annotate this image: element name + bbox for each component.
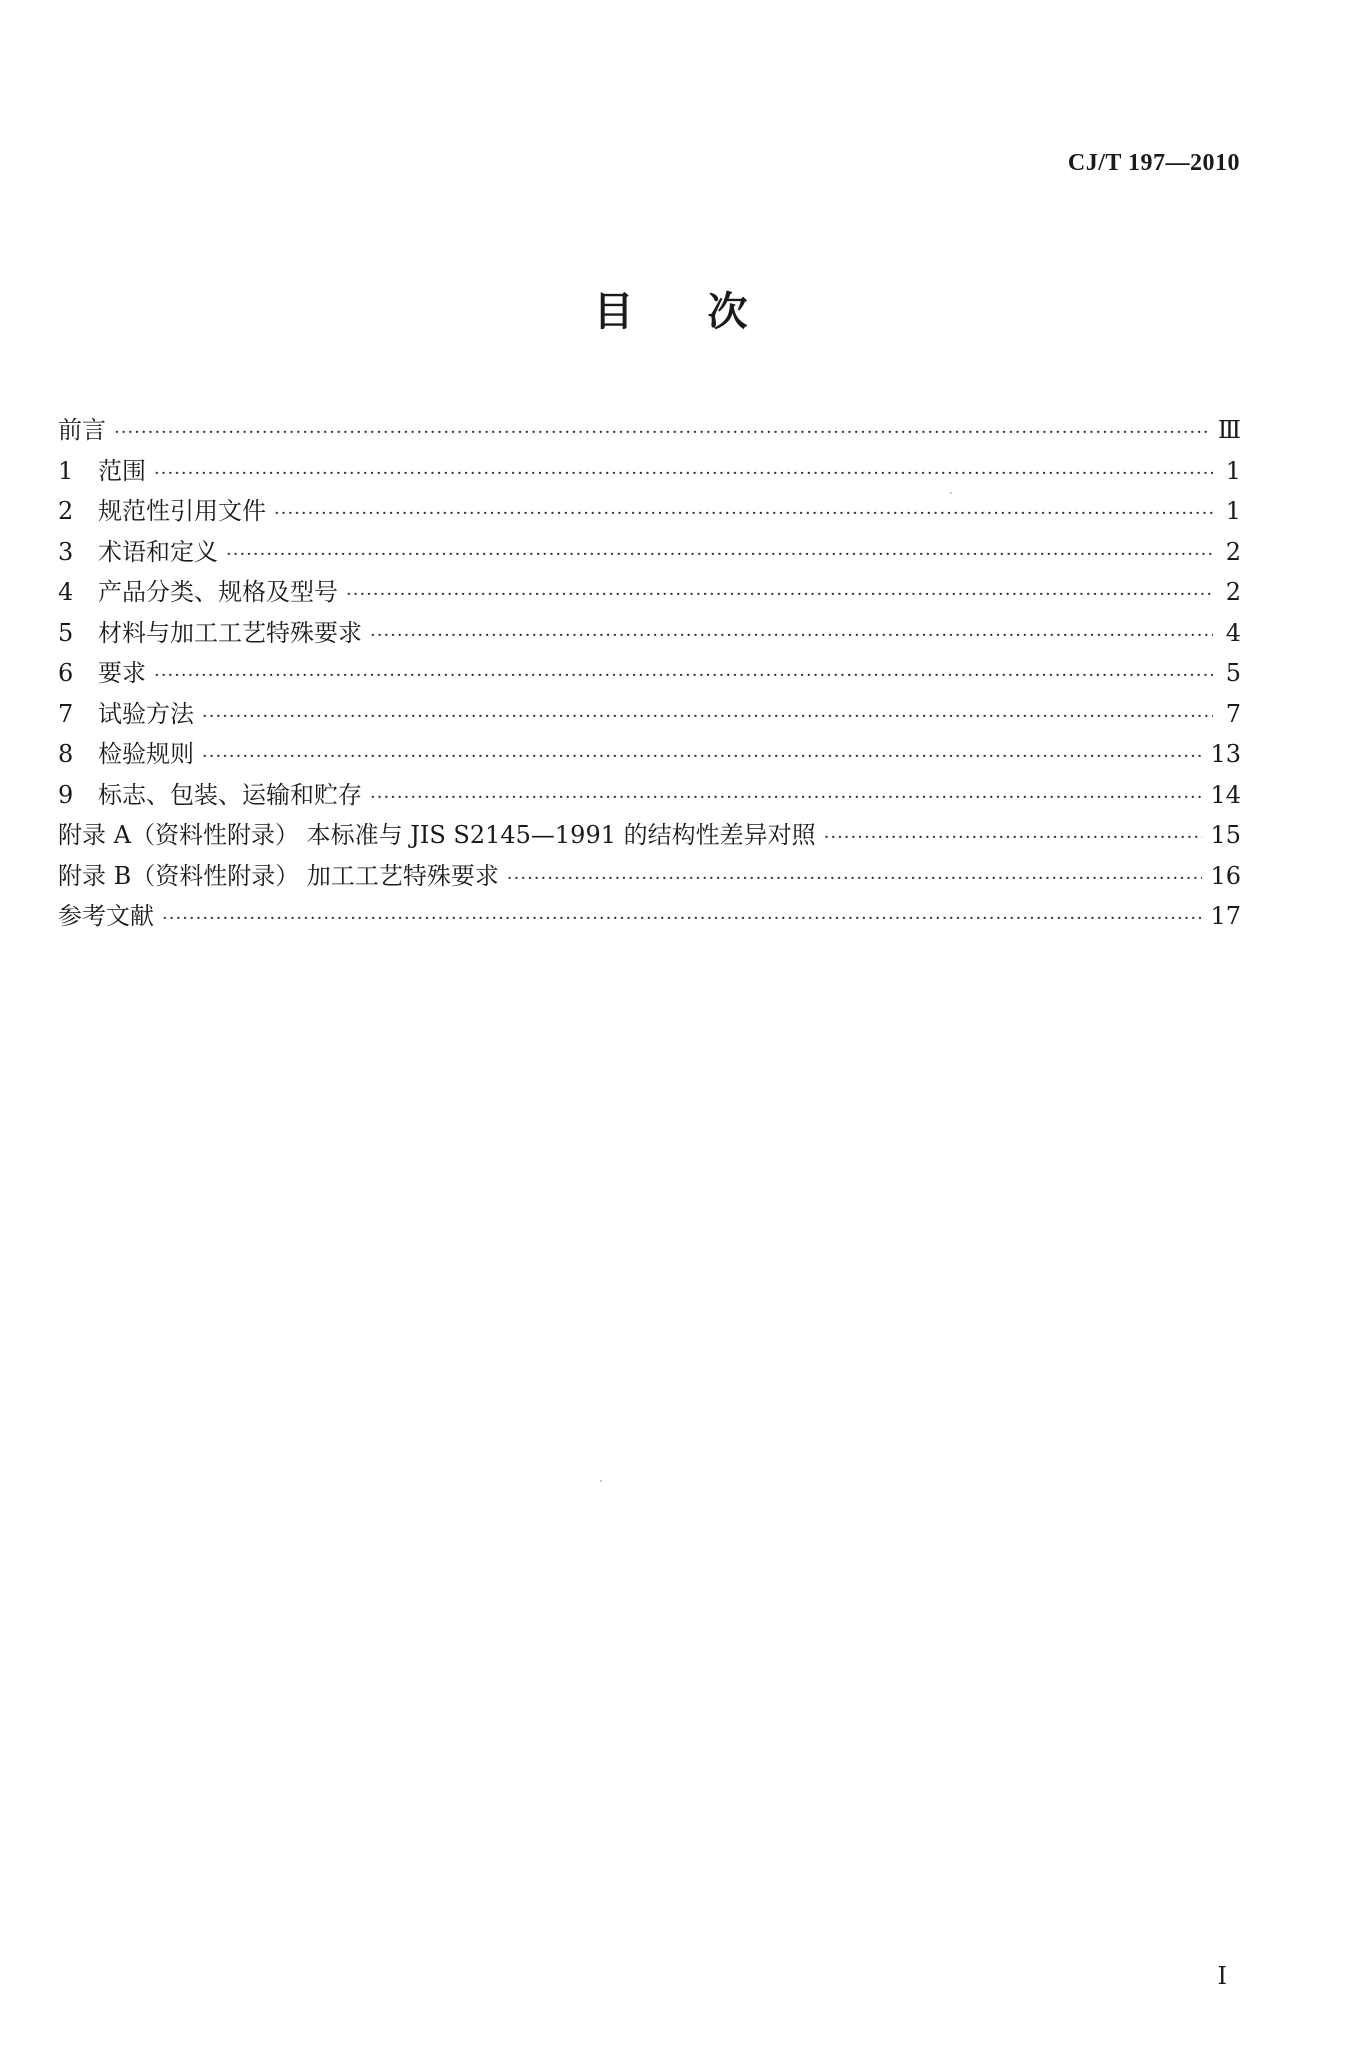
toc-entry-page: 4 [1225,618,1241,647]
toc-entry-label: 术语和定义 [98,537,218,566]
toc-entry-page: 1 [1225,497,1241,525]
toc-entry-number: 6 [58,659,74,687]
toc-entry-page: 16 [1210,861,1241,890]
toc-entry-foreword[interactable] [58,410,1241,451]
toc-entry-4[interactable] [58,572,1241,613]
toc-entry-label: 产品分类、规格及型号 [98,578,338,606]
toc-leader-dots [370,616,1213,657]
page-title-part2: 次 [707,289,752,335]
toc-entry-label: 检验规则 [98,740,194,768]
toc-entry-page: 7 [1225,699,1241,728]
toc-entry-label: 附录 A（资料性附录） 本标准与 JIS S2145—1991 的结构性差异对照 [58,821,816,849]
toc-entry-9[interactable] [58,775,1241,816]
toc-entry-page: Ⅲ [1217,416,1241,444]
toc-entry-3[interactable] [58,532,1241,573]
toc-leader-dots [346,575,1213,616]
toc-entry-8[interactable] [58,734,1241,775]
toc-entry-label: 标志、包装、运输和贮存 [98,780,362,809]
toc-entry-page: 5 [1225,659,1241,687]
toc-entry-label: 参考文献 [58,902,154,930]
toc-entry-label: 附录 B（资料性附录） 加工工艺特殊要求 [58,861,499,890]
scan-speck [600,1480,602,1482]
toc-entry-appendix-a[interactable] [58,815,1241,856]
toc-leader-dots [370,778,1202,819]
toc-entry-5[interactable] [58,613,1241,654]
toc-entry-page: 17 [1210,902,1241,930]
toc-entry-bibliography[interactable] [58,896,1241,937]
toc-entry-number: 4 [58,578,74,606]
toc-entry-label: 前言 [58,416,106,444]
toc-entry-number: 3 [58,537,74,566]
toc-entry-2[interactable] [58,491,1241,532]
toc-leader-dots [154,656,1213,697]
toc-entry-label: 范围 [98,456,146,485]
toc-entry-label: 要求 [98,659,146,687]
toc-entry-appendix-b[interactable] [58,856,1241,897]
toc-entry-page: 2 [1225,537,1241,566]
toc-entry-number: 9 [58,780,74,809]
table-of-contents [58,410,1241,937]
page-title-part1: 目 [593,289,638,335]
toc-leader-dots [202,697,1213,738]
page-title [0,280,1345,337]
toc-leader-dots [274,494,1213,535]
toc-entry-page: 13 [1210,740,1241,768]
toc-leader-dots [507,859,1203,900]
scan-speck [950,492,952,494]
toc-leader-dots [154,454,1213,495]
toc-entry-page: 2 [1225,578,1241,606]
toc-entry-page: 14 [1210,780,1241,809]
toc-entry-number: 7 [58,699,74,728]
toc-leader-dots [202,737,1202,778]
toc-leader-dots [824,818,1203,859]
toc-entry-number: 1 [58,456,74,485]
toc-entry-page: 15 [1210,821,1241,849]
toc-leader-dots [114,413,1210,454]
toc-entry-number: 8 [58,740,74,768]
page-number: I [1217,1962,1227,1990]
toc-entry-page: 1 [1225,456,1241,485]
toc-leader-dots [226,535,1213,576]
toc-entry-label: 试验方法 [98,699,194,728]
toc-entry-label: 规范性引用文件 [98,497,266,525]
toc-entry-number: 5 [58,618,74,647]
standard-code: CJ/T 197—2010 [1067,150,1240,176]
toc-entry-7[interactable] [58,694,1241,735]
toc-entry-number: 2 [58,497,74,525]
toc-entry-1[interactable] [58,451,1241,492]
toc-entry-6[interactable] [58,653,1241,694]
toc-entry-label: 材料与加工工艺特殊要求 [98,618,362,647]
toc-leader-dots [162,899,1202,940]
